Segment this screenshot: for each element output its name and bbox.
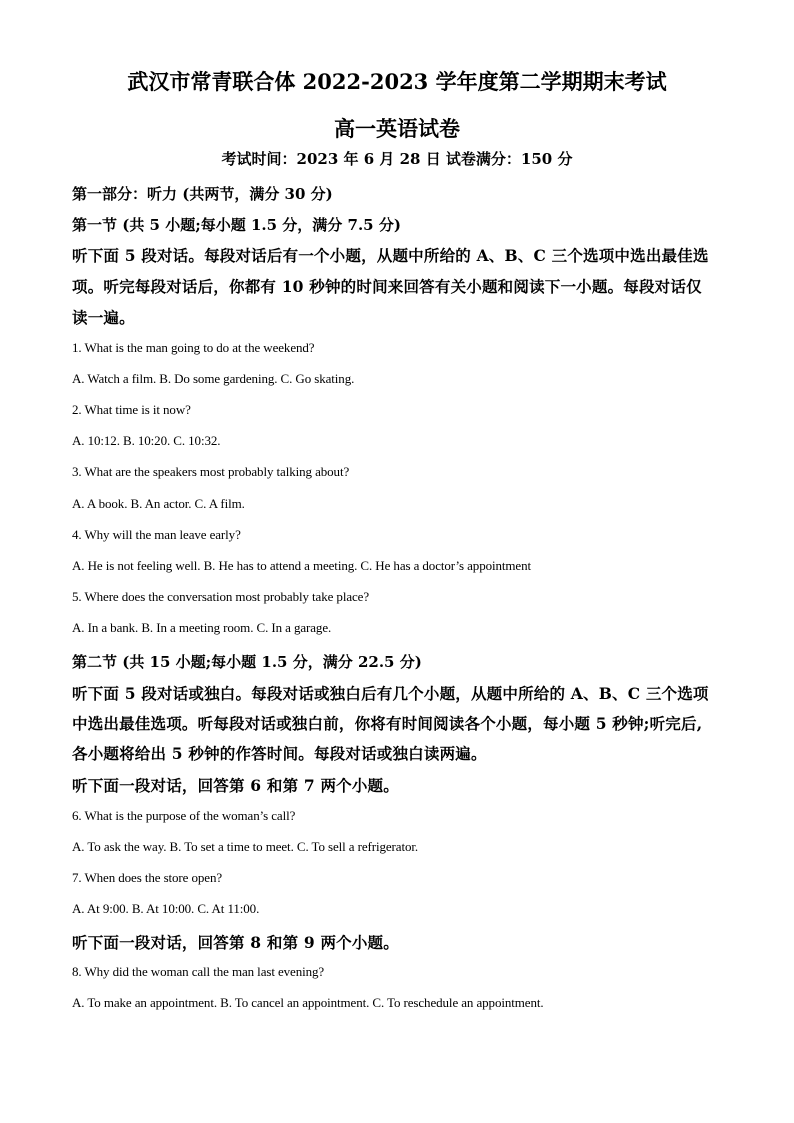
question-text: 1. What is the man going to do at the weekend? [72, 340, 315, 355]
section1-instruction-line: 听下面 5 段对话。每段对话后有一个小题，从题中所给的 A、B、C 三个选项中选出最佳选 [72, 246, 709, 265]
group-instruction: 听下面一段对话，回答第 8 和第 9 两个小题。 [72, 933, 399, 952]
exam-subtitle: 高一英语试卷 [334, 116, 460, 141]
exam-title: 武汉市常青联合体 2022-2023 学年度第二学期期末考试 [127, 69, 667, 94]
question-options: A. In a bank. B. In a meeting room. C. In a garage. [72, 620, 332, 635]
question-text: 4. Why will the man leave early? [72, 527, 241, 542]
question-text: 2. What time is it now? [72, 402, 191, 417]
section2-instruction-line: 听下面 5 段对话或独白。每段对话或独白后有几个小题，从题中所给的 A、B、C 三个选项 [72, 684, 709, 703]
section1-heading: 第一节 (共 5 小题;每小题 1.5 分，满分 7.5 分) [72, 216, 401, 234]
question-options: A. He is not feeling well. B. He has to attend a meeting. C. He has a doctor’s appointment [72, 558, 532, 573]
section2-instruction-line: 各小题将给出 5 秒钟的作答时间。每段对话或独白读两遍。 [72, 744, 487, 763]
question-text: 8. Why did the woman call the man last evening? [72, 964, 325, 979]
section1-instruction-line: 项。听完每段对话后，你都有 10 秒钟的时间来回答有关小题和阅读下一小题。每段对话仅 [72, 277, 702, 296]
section2-instruction-line: 中选出最佳选项。听每段对话或独白前，你将有时间阅读各个小题，每小题 5 秒钟;听完后, [72, 714, 703, 733]
group-instruction: 听下面一段对话，回答第 6 和第 7 两个小题。 [72, 776, 399, 795]
question-options: A. To ask the way. B. To set a time to meet. C. To sell a refrigerator. [72, 839, 419, 854]
question-options: A. A book. B. An actor. C. A film. [72, 496, 245, 511]
question-options: A. To make an appointment. B. To cancel an appointment. C. To reschedule an appointment. [72, 995, 544, 1010]
question-options: A. Watch a film. B. Do some gardening. C. Go skating. [72, 371, 355, 386]
question-options: A. At 9:00. B. At 10:00. C. At 11:00. [72, 901, 260, 916]
section2-heading: 第二节 (共 15 小题;每小题 1.5 分，满分 22.5 分) [72, 653, 422, 671]
question-text: 5. Where does the conversation most probably take place? [72, 589, 370, 604]
question-text: 3. What are the speakers most probably talking about? [72, 464, 350, 479]
part1-heading: 第一部分：听力 (共两节，满分 30 分) [72, 185, 333, 203]
exam-info: 考试时间：2023 年 6 月 28 日 试卷满分：150 分 [221, 150, 573, 168]
question-text: 7. When does the store open? [72, 870, 223, 885]
section1-instruction-line: 读一遍。 [72, 308, 135, 327]
question-text: 6. What is the purpose of the woman’s call? [72, 808, 296, 823]
question-options: A. 10:12. B. 10:20. C. 10:32. [72, 433, 221, 448]
